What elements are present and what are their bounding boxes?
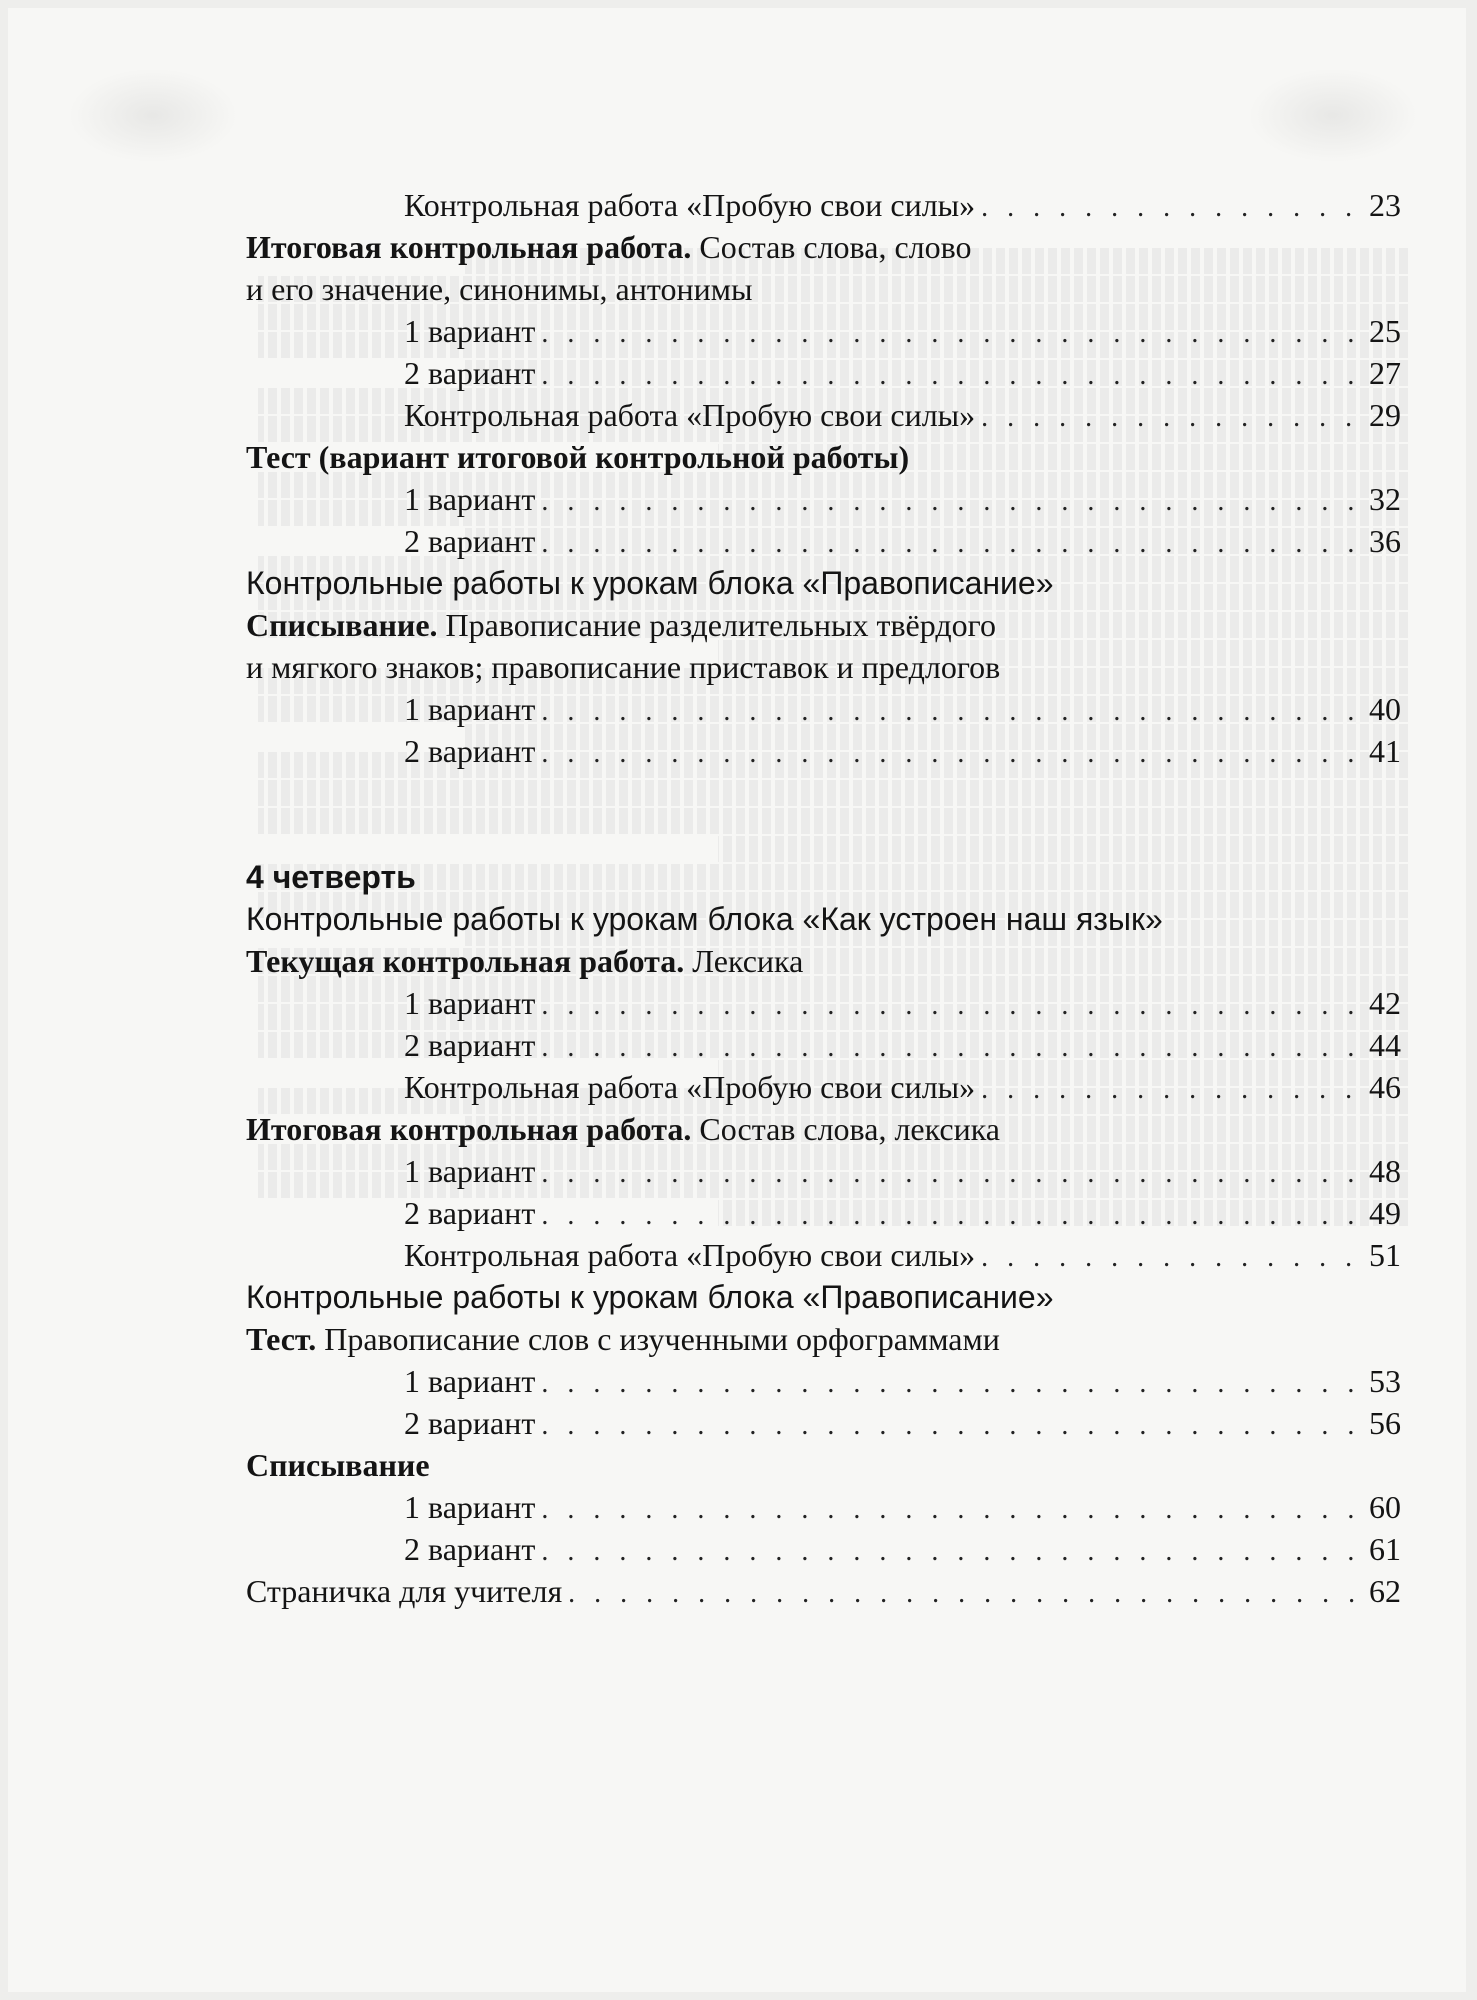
toc-entry-title: Контрольные работы к урокам блока «Правописание» xyxy=(246,565,1054,601)
toc-entry-title: 2 вариант xyxy=(404,1405,536,1441)
toc-entry xyxy=(246,982,1401,1024)
page-number: 56 xyxy=(1369,1405,1401,1441)
toc-entry xyxy=(246,604,1401,646)
toc-entry-title: Контрольная работа «Пробую свои силы» xyxy=(404,187,976,223)
toc-entry xyxy=(246,730,1401,772)
toc-entry-title: Страничка для учителя xyxy=(246,1573,563,1609)
toc-entry-bold-title: Итоговая контрольная работа. xyxy=(246,1111,692,1147)
toc-entry xyxy=(246,1192,1401,1234)
page-number: 62 xyxy=(1369,1573,1401,1609)
page-number: 32 xyxy=(1369,481,1401,517)
toc-entry-title xyxy=(246,1444,430,1486)
page-number: 29 xyxy=(1369,397,1401,433)
toc-entry-title: 1 вариант xyxy=(404,985,536,1021)
toc-entry xyxy=(246,226,1401,268)
toc-entry xyxy=(246,394,1401,436)
dot-leader xyxy=(981,1237,1355,1279)
toc-entry-title: Контрольные работы к урокам блока «Как устроен наш язык» xyxy=(246,901,1163,937)
toc-entry xyxy=(246,940,1401,982)
dot-leader xyxy=(541,1531,1355,1573)
page-number: 51 xyxy=(1369,1237,1401,1273)
toc-entry xyxy=(246,1234,1401,1276)
page-number: 23 xyxy=(1369,187,1401,223)
toc-entry-title: 2 вариант xyxy=(404,1195,536,1231)
toc-entry-title xyxy=(246,604,996,646)
page-number: 44 xyxy=(1369,1027,1401,1063)
toc-entry-title: 1 вариант xyxy=(404,481,536,517)
dot-leader xyxy=(541,1153,1355,1195)
page-number: 25 xyxy=(1369,313,1401,349)
page-number: 36 xyxy=(1369,523,1401,559)
toc-entry xyxy=(246,310,1401,352)
toc-entry-title: 2 вариант xyxy=(404,1027,536,1063)
dot-leader xyxy=(541,1363,1355,1405)
toc-entry-title: 2 вариант xyxy=(404,523,536,559)
toc-entry-subtitle: Состав слова, лексика xyxy=(691,1111,1000,1147)
toc-entry xyxy=(246,478,1401,520)
dot-leader xyxy=(541,733,1355,775)
page-number: 48 xyxy=(1369,1153,1401,1189)
book-page xyxy=(8,8,1466,1992)
toc-entry xyxy=(246,688,1401,730)
toc-entry-bold-title: Тест (вариант итоговой контрольной работы) xyxy=(246,439,910,475)
toc-entry xyxy=(246,1360,1401,1402)
dot-leader xyxy=(541,481,1355,523)
toc-entry-title: 1 вариант xyxy=(404,313,536,349)
dot-leader xyxy=(541,355,1355,397)
toc-entry-title: 4 четверть xyxy=(246,859,416,895)
toc-entry-subtitle: Состав слова, слово xyxy=(691,229,972,265)
dot-leader xyxy=(568,1573,1355,1615)
toc-entry-title: Контрольная работа «Пробую свои силы» xyxy=(404,397,976,433)
dot-leader xyxy=(981,187,1355,229)
toc-entry-title: Контрольная работа «Пробую свои силы» xyxy=(404,1069,976,1105)
toc-entry-title: и мягкого знаков; правописание приставок и предлогов xyxy=(246,649,1001,685)
dot-leader xyxy=(541,1489,1355,1531)
toc-entry-title: 1 вариант xyxy=(404,691,536,727)
toc-entry xyxy=(246,646,1401,688)
toc-entry-title: 1 вариант xyxy=(404,1153,536,1189)
toc-entry xyxy=(246,1024,1401,1066)
toc-entry-title: 2 вариант xyxy=(404,355,536,391)
dot-leader xyxy=(981,1069,1355,1111)
toc-entry-title: Контрольная работа «Пробую свои силы» xyxy=(404,1237,976,1273)
toc-entry-title: 2 вариант xyxy=(404,1531,536,1567)
toc-entry xyxy=(246,1402,1401,1444)
toc-entry-title xyxy=(246,1108,1000,1150)
page-number: 40 xyxy=(1369,691,1401,727)
page-number: 61 xyxy=(1369,1531,1401,1567)
dot-leader xyxy=(981,397,1355,439)
toc-entry-subtitle: Правописание разделительных твёрдого xyxy=(437,607,996,643)
toc-entry xyxy=(246,184,1401,226)
toc-entry xyxy=(246,1318,1401,1360)
toc-entry-title: и его значение, синонимы, антонимы xyxy=(246,271,753,307)
toc-entry-title xyxy=(246,1318,1000,1360)
toc-entry-bold-title: Тест. xyxy=(246,1321,317,1357)
toc-entry xyxy=(246,1570,1401,1612)
page-number: 60 xyxy=(1369,1489,1401,1525)
toc-entry xyxy=(246,1486,1401,1528)
dot-leader xyxy=(541,523,1355,565)
toc-entry-bold-title: Итоговая контрольная работа. xyxy=(246,229,692,265)
bleed-ornament-left xyxy=(68,68,238,163)
toc-entry xyxy=(246,1108,1401,1150)
page-number: 46 xyxy=(1369,1069,1401,1105)
page-number: 41 xyxy=(1369,733,1401,769)
page-number: 49 xyxy=(1369,1195,1401,1231)
toc-entry xyxy=(246,268,1401,310)
toc-entry-subtitle: Лексика xyxy=(684,943,804,979)
toc-entry xyxy=(246,562,1401,604)
toc-entry xyxy=(246,898,1401,940)
toc-entry xyxy=(246,520,1401,562)
toc-entry xyxy=(246,1150,1401,1192)
table-of-contents xyxy=(246,184,1401,1612)
bleed-ornament-right xyxy=(1248,68,1418,163)
toc-entry xyxy=(246,1276,1401,1318)
page-number: 42 xyxy=(1369,985,1401,1021)
toc-entry-subtitle: Правописание слов с изученными орфограммами xyxy=(316,1321,1000,1357)
toc-entry xyxy=(246,1444,1401,1486)
toc-entry-bold-title: Списывание xyxy=(246,1447,430,1483)
toc-entry xyxy=(246,436,1401,478)
toc-entry-bold-title: Текущая контрольная работа. xyxy=(246,943,685,979)
toc-entry-title: 1 вариант xyxy=(404,1489,536,1525)
toc-entry-title: 2 вариант xyxy=(404,733,536,769)
toc-entry-title: Контрольные работы к урокам блока «Правописание» xyxy=(246,1279,1054,1315)
toc-entry xyxy=(246,856,1401,898)
dot-leader xyxy=(541,1027,1355,1069)
toc-entry xyxy=(246,352,1401,394)
page-number: 27 xyxy=(1369,355,1401,391)
toc-entry-title: 1 вариант xyxy=(404,1363,536,1399)
toc-entry-title xyxy=(246,226,972,268)
toc-entry-title xyxy=(246,436,909,478)
toc-entry-title xyxy=(246,940,803,982)
page-number: 53 xyxy=(1369,1363,1401,1399)
dot-leader xyxy=(541,1405,1355,1447)
toc-entry xyxy=(246,1066,1401,1108)
toc-entry xyxy=(246,1528,1401,1570)
dot-leader xyxy=(541,985,1355,1027)
dot-leader xyxy=(541,691,1355,733)
dot-leader xyxy=(541,313,1355,355)
dot-leader xyxy=(541,1195,1355,1237)
toc-entry-bold-title: Списывание. xyxy=(246,607,438,643)
